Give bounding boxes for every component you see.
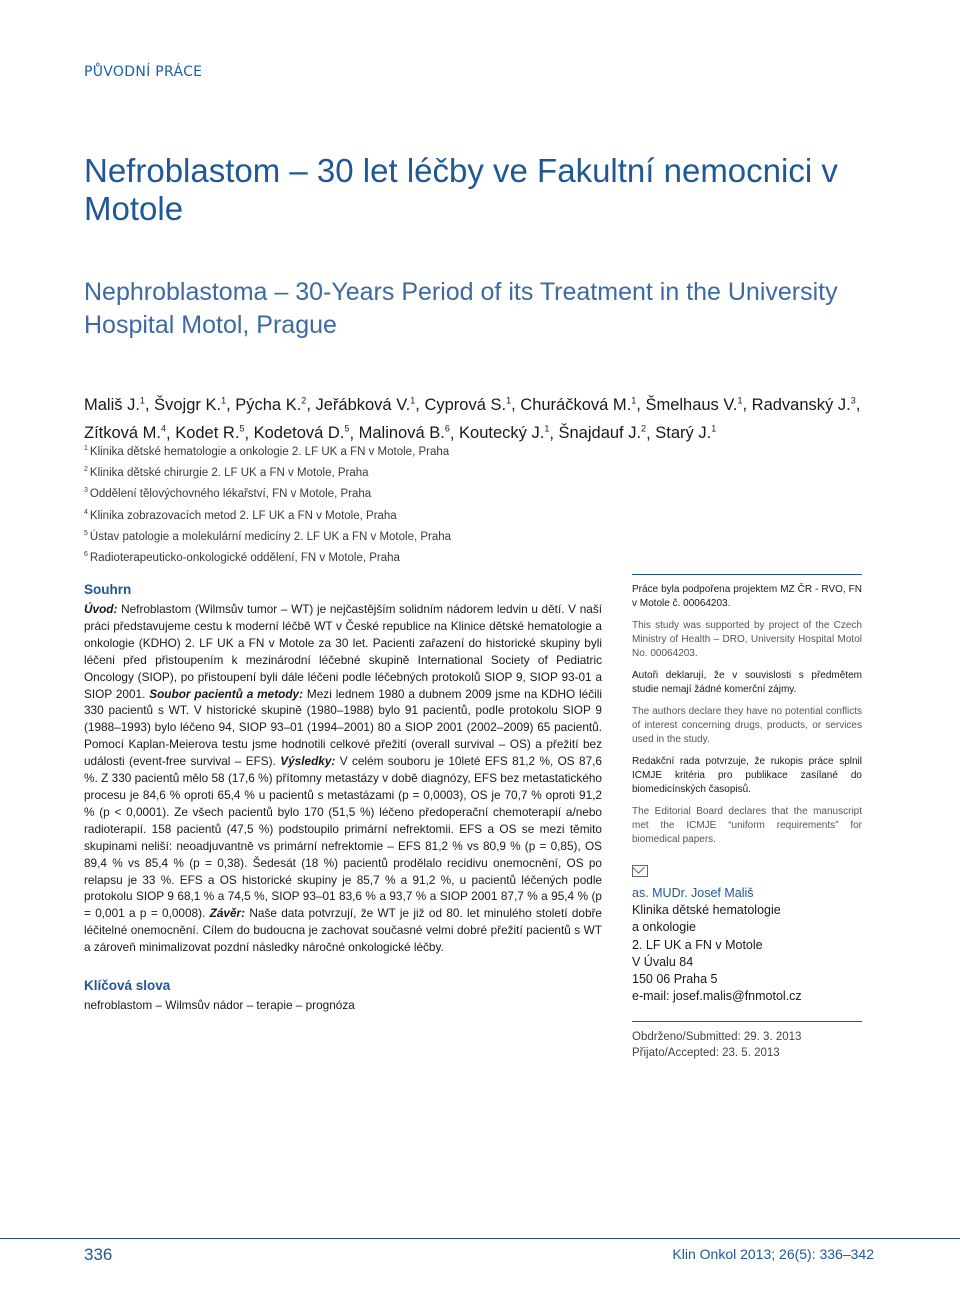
affiliation-text: Klinika dětské chirurgie 2. LF UK a FN v Motole, Praha: [89, 467, 369, 480]
article-subtitle: Nephroblastoma – 30-Years Period of its Treatment in the University Hospital Motol, Prague: [84, 278, 838, 339]
accepted-date: Přijato/Accepted: 23. 5. 2013: [632, 1046, 780, 1059]
correspondence-line: 150 06 Praha 5: [632, 972, 718, 987]
affiliation-row: [84, 440, 684, 461]
affiliation-text: Ústav patologie a molekulární medicíny 2. LF UK a FN v Motole, Praha: [89, 530, 452, 543]
sidebar-note: The authors declare they have no potential conflicts of interest concerning drugs, products, or services used in the study.: [632, 706, 862, 745]
sidebar-note: Redakční rada potvrzuje, že rukopis práce splnil ICMJE kritéria pro publikace zasílané do biomedicínských časopisů.: [632, 756, 862, 795]
author-list: Mališ J.$^1$, Švojgr K.$^1$, Pýcha K.$^2$, Jeřábková V.$^1$, Cyprová S.$^1$, Churáčková M.$^1$, Šmelhaus V.$^1$, Radvanský J.$^3$, Zítková M.$^4$, Kodet R.$^5$, Kodetová D.$^5$, Malinová B.$^6$, Koutecký J.$^1$, Šnajdauf J.$^2$, Starý J.$^1$: [84, 395, 861, 442]
sidebar-note: The Editorial Board declares that the manuscript met the ICMJE “uniform requirements” for biomedical papers.: [632, 806, 862, 845]
author: [752, 396, 856, 414]
sidebar-notes: [632, 583, 862, 847]
author-name: Malinová B.: [358, 424, 445, 442]
author: [154, 396, 226, 414]
abstract-text: V celém souboru je 10leté EFS 81,2 %, OS 87,6 %. Z 330 pacientů mělo 58 (17,6 %) přítomny metastázy v době diagnózy, EFS bez metastatického procesu je 84,6 % oproti 65,4 % u pacientů s metastázami (p = 0,0003), OS je 70,7 % oproti 91,2 % (p < 0,0001). Ze všech pacientů bylo 170 (51,5 %) léčeno předoperační chemoterapií a/nebo radioterapií. 158 pacientů (47,5 %) podstoupilo primární nefrektomii. EFS a OS se mezi těmito skupinami neliší: neoadjuvantně vs primární nefrektomie – EFS 81,2 % vs 80,9 % (p = 0,85), OS 89,4 % vs 85,4 % (p = 0,38). Šedesát (18 %) pacientů prodělalo recidivu onemocnění, OS po relapsu je 33 %. EFS a OS historické skupiny je 85,7 % a 91,2 %, u pacientů léčených podle protokolu SIOP 9 68,1 % a 74,5 %, SIOP 93–01 83,6 % a 93,7 % a SIOP 2001 87,7 % a 95,4 % (p = 0,001 a p = 0,0008).: [84, 754, 602, 921]
author-name: Mališ J.: [84, 395, 140, 414]
author-affil-ref: 1: [631, 395, 637, 405]
author-name: Zítková M.: [84, 424, 162, 442]
author-name: Kodet R.: [175, 424, 240, 442]
affiliation-number: 6: [84, 551, 88, 559]
affiliation-text: Klinika zobrazovacích metod 2. LF UK a FN v Motole, Praha: [89, 509, 397, 522]
affiliation-row: [84, 461, 684, 482]
dates-rule: [632, 1021, 862, 1022]
sidebar-note: Autoři deklarují, že v souvislosti s předmětem studie nemají žádné komerční zájmy.: [632, 670, 862, 695]
author-affil-ref: 1: [410, 395, 416, 405]
author-name: Jeřábková V.: [315, 395, 411, 414]
abstract-text: Naše data potvrzují, že WT je již od 80. let minulého století dobře léčitelné onemocnění. Cílem do budoucna je zachovat současné velmi dobré přežití pacientů s WT a zároveň minimalizovat pozdní následky náročné onkologické léčby.: [84, 906, 602, 955]
author: [645, 396, 742, 414]
author-name: Starý J.: [655, 424, 712, 442]
author-affil-ref: 1: [544, 423, 550, 434]
author-name: Pýcha K.: [235, 395, 302, 414]
affiliation-text: Radioterapeuticko-onkologické oddělení, FN v Motole, Praha: [89, 552, 400, 564]
keywords-heading: Klíčová slova: [84, 978, 171, 994]
abstract-section-label: Úvod:: [84, 602, 118, 616]
keywords-text: nefroblastom – Wilmsův nádor – terapie – prognóza: [84, 998, 355, 1013]
author-name: Švojgr K.: [154, 395, 222, 414]
abstract-section-label: Výsledky:: [280, 754, 336, 769]
affiliation-row: [84, 482, 684, 503]
correspondence-line: 2. LF UK a FN v Motole: [632, 937, 763, 952]
author-affil-ref: 1: [506, 395, 512, 405]
author: [84, 396, 145, 414]
author-name: Koutecký J.: [459, 424, 545, 442]
author-affil-ref: 3: [850, 395, 856, 405]
author-affil-ref: 1: [737, 395, 743, 405]
abstract-heading: Souhrn: [84, 582, 132, 597]
abstract-section-label: Soubor pacientů a metody:: [149, 686, 304, 701]
page-number: 336: [84, 1245, 113, 1264]
author-affil-ref: 4: [161, 423, 167, 434]
sidebar-top-rule: [632, 574, 862, 575]
abstract: [84, 582, 602, 1013]
author-name: Kodetová D.: [253, 424, 345, 442]
mail-icon: [632, 865, 648, 877]
correspondence-line: Klinika dětské hematologie: [632, 903, 781, 918]
author-affil-ref: 1: [139, 395, 145, 405]
correspondence-name: as. MUDr. Josef Mališ: [632, 886, 754, 900]
affiliation-number: 5: [84, 529, 88, 537]
author: [235, 396, 306, 414]
abstract-section-label: Závěr:: [209, 906, 246, 921]
author-name: Šmelhaus V.: [645, 395, 738, 414]
dates: [632, 1030, 862, 1061]
author-name: Šnajdauf J.: [558, 424, 642, 442]
author: [520, 396, 636, 414]
affiliation-text: Oddělení tělovýchovného lékařství, FN v Motole, Praha: [89, 488, 372, 501]
affiliation-text: Klinika dětské hematologie a onkologie 2. LF UK a FN v Motole, Praha: [89, 445, 450, 458]
footer-rule: [0, 1238, 960, 1239]
author: [424, 396, 511, 414]
affiliation-number: 3: [84, 487, 88, 495]
affiliation-row: [84, 546, 684, 567]
correspondence-line: a onkologie: [632, 920, 696, 935]
author-name: Churáčková M.: [520, 395, 632, 414]
author-affil-ref: 5: [344, 423, 350, 434]
section-label: PŮVODNÍ PRÁCE: [84, 64, 203, 80]
affiliation-number: 1: [84, 445, 88, 452]
author-affil-ref: 5: [239, 423, 245, 434]
abstract-body: [84, 601, 602, 956]
journal-citation: Klin Onkol 2013; 26(5): 336–342: [672, 1246, 874, 1262]
correspondence-line: e-mail: josef.malis@fnmotol.cz: [632, 989, 802, 1004]
author-name: Cyprová S.: [424, 395, 507, 414]
submitted-date: Obdrženo/Submitted: 29. 3. 2013: [632, 1031, 802, 1044]
author-affil-ref: 2: [641, 423, 647, 434]
correspondence: [632, 885, 862, 1005]
author-affil-ref: 1: [221, 395, 227, 405]
abstract-text: Nefroblastom (Wilmsův tumor – WT) je nejčastějším solidním nádorem ledvin u dětí. V naší práci představujeme cestu k moderní léčbě WT v České republice na Klinice dětské hematologie a onkologie (KDHO) 2. LF UK a FN v Motole za 30 let. Pacienti zařazení do historické skupiny byli léčeni před přistoupením k mezinárodní léčebné skupině International Society of Pediatric Oncology (SIOP), po přistoupení byli dále léčeni podle léčebných protokolů SIOP 9, SIOP 93-01 a SIOP 2001.: [84, 602, 602, 701]
affiliation-row: [84, 525, 684, 546]
author-name: Radvanský J.: [751, 395, 851, 414]
author-affil-ref: 1: [711, 423, 717, 434]
author: [315, 396, 415, 414]
article-title: Nefroblastom – 30 let léčby ve Fakultní nemocnici v Motole: [84, 152, 838, 227]
sidebar-note: This study was supported by project of the Czech Ministry of Health – DRO, University Hospital Motol No. 00064203.: [632, 620, 862, 659]
affiliation-row: [84, 504, 684, 525]
affiliation-number: 4: [84, 508, 88, 516]
correspondence-line: V Úvalu 84: [632, 954, 694, 969]
sidebar-note: Práce byla podpořena projektem MZ ČR - RVO, FN v Motole č. 00064203.: [632, 584, 862, 609]
author-affil-ref: 2: [301, 395, 307, 405]
affiliations: [84, 440, 684, 567]
affiliation-number: 2: [84, 466, 88, 474]
sidebar: [632, 574, 862, 1061]
author-affil-ref: 6: [444, 423, 450, 434]
abstract-text: Mezi lednem 1980 a dubnem 2009 jsme na KDHO léčili 330 pacientů s WT. V historické skupině (1980–1988) bylo 91 pacientů, podle protokolu SIOP 9 (1988–1993) bylo léčeno 94, SIOP 93–01 (1994–2001) 80 a SIOP 2001 (2002–2009) 65 pacientů. Pomocí Kaplan-Meierova testu jsme hodnotili celkové přežití (overall survival – OS) a přežití bez události (event-free survival – EFS).: [84, 686, 603, 769]
